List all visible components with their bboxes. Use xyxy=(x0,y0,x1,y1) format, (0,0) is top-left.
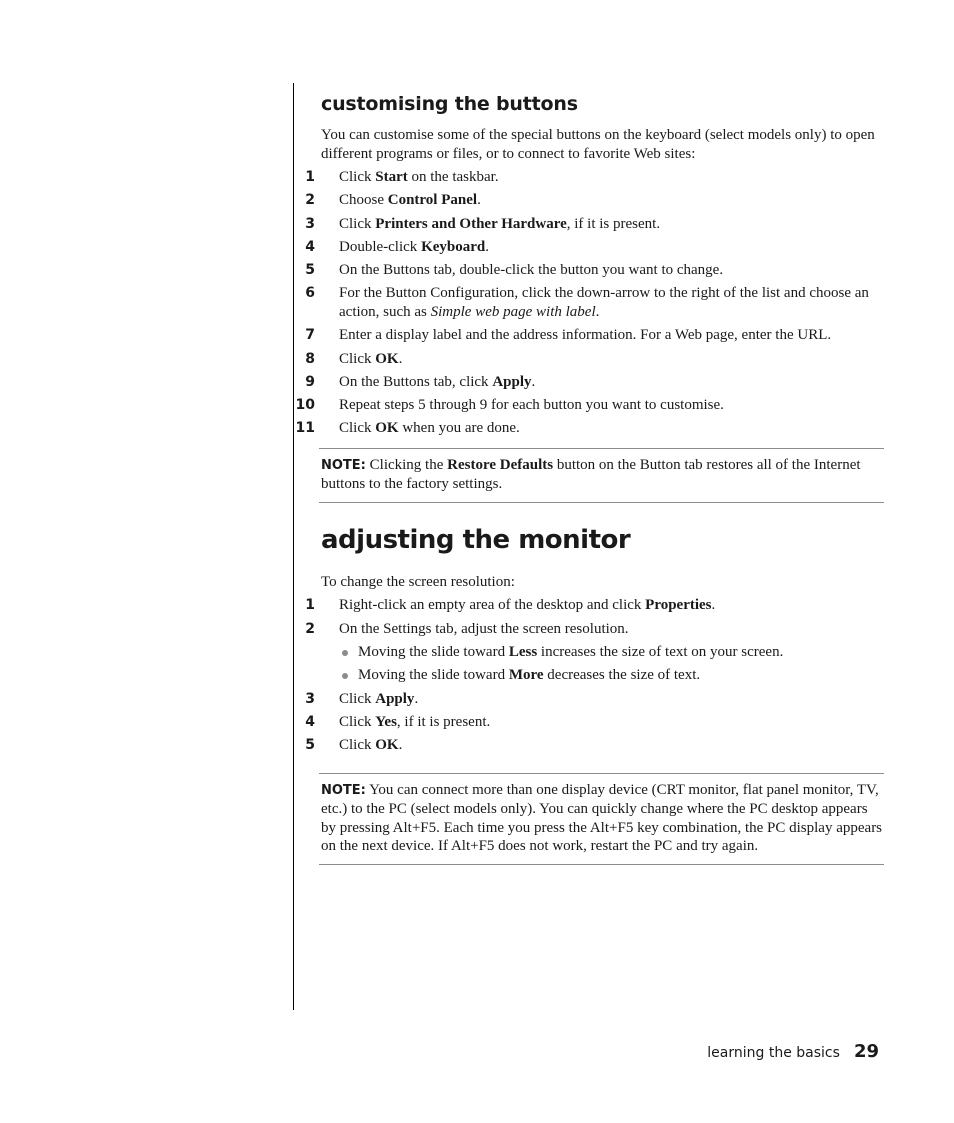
step-text xyxy=(321,168,881,187)
step-item xyxy=(305,373,881,392)
step-number: 8 xyxy=(305,350,315,367)
text-run: Click xyxy=(339,420,376,437)
step-item xyxy=(305,736,881,755)
footer-chapter-title: learning the basics xyxy=(707,1045,840,1061)
step-text xyxy=(321,284,881,321)
text-run: Choose xyxy=(339,192,388,209)
step-item xyxy=(305,261,881,280)
intro-paragraph-monitor: To change the screen resolution: xyxy=(321,573,515,590)
step-item xyxy=(305,713,881,732)
step-number: 1 xyxy=(305,169,315,185)
section-heading-buttons: customising the buttons xyxy=(321,93,578,115)
step-item xyxy=(305,238,881,257)
step-number: 11 xyxy=(295,420,315,437)
step-text xyxy=(321,350,881,369)
text-run: . xyxy=(531,373,536,390)
text-run: Moving the slide toward xyxy=(358,644,509,661)
text-run: Moving the slide toward xyxy=(358,667,509,684)
step-item xyxy=(295,419,881,438)
note-box-monitor xyxy=(319,773,884,865)
bold-term: Apply xyxy=(492,373,532,390)
text-run: , if it is present. xyxy=(566,215,661,232)
margin-rule xyxy=(293,83,294,1010)
bullet-dot-icon xyxy=(342,673,348,679)
page-content xyxy=(295,90,883,865)
page-footer xyxy=(707,1041,879,1062)
bold-term: Properties xyxy=(645,597,712,614)
text-run: Clicking the xyxy=(365,456,448,473)
step-number: 5 xyxy=(305,262,315,279)
bullet-list-monitor xyxy=(321,643,881,685)
intro-paragraph-buttons: You can customise some of the special buttons on the keyboard (select models only) to open different programs or files, or to connect to favorite Web sites: xyxy=(321,127,875,162)
step-text xyxy=(321,736,881,755)
bold-term: Start xyxy=(375,169,408,185)
step-text xyxy=(321,326,881,345)
bold-term: OK xyxy=(375,737,399,754)
bold-term: Keyboard xyxy=(421,238,486,255)
step-text xyxy=(321,419,881,438)
bullet-text xyxy=(358,644,783,660)
text-run: . xyxy=(485,238,489,255)
note-text xyxy=(321,782,882,855)
text-run: . xyxy=(711,597,716,614)
steps-list-monitor-a xyxy=(305,596,881,638)
text-run: Click xyxy=(339,737,376,754)
text-run: For the Button Configuration, click the down-arrow to the right of the list and choose an action, such as xyxy=(339,285,869,320)
step-item xyxy=(305,596,881,615)
step-text xyxy=(321,620,881,639)
bold-term: More xyxy=(508,667,544,684)
text-run: . xyxy=(477,192,481,209)
step-item xyxy=(295,396,881,415)
step-number: 3 xyxy=(305,690,315,707)
text-run: Repeat steps 5 through 9 for each button you want to customise. xyxy=(339,397,724,414)
step-item xyxy=(305,620,881,639)
step-text xyxy=(321,191,881,210)
bullet-text xyxy=(358,667,700,683)
step-text xyxy=(321,713,881,732)
step-number: 6 xyxy=(305,285,315,302)
bold-term: Less xyxy=(508,644,538,661)
text-run: Click xyxy=(339,215,376,232)
text-run: increases the size of text on your screen. xyxy=(537,644,784,661)
steps-list-monitor-b xyxy=(305,690,881,755)
text-run: , if it is present. xyxy=(396,713,491,730)
step-text xyxy=(321,238,881,257)
step-text xyxy=(321,261,881,280)
step-number: 3 xyxy=(305,215,315,232)
step-item xyxy=(305,326,881,345)
step-item xyxy=(305,690,881,709)
note-label: NOTE: xyxy=(321,457,366,473)
note-text xyxy=(321,457,861,493)
bold-term: OK xyxy=(375,350,399,367)
step-text xyxy=(321,396,881,415)
step-number: 7 xyxy=(305,327,315,344)
bold-term: Printers and Other Hardware xyxy=(375,215,567,232)
bullet-item xyxy=(321,666,881,685)
bold-term: OK xyxy=(375,420,399,437)
text-run: Right-click an empty area of the desktop and click xyxy=(339,597,646,614)
note-label: NOTE: xyxy=(321,782,366,798)
page-number: 29 xyxy=(853,1041,879,1062)
step-number: 4 xyxy=(305,238,315,255)
text-run: On the Buttons tab, double-click the button you want to change. xyxy=(339,262,724,279)
step-text xyxy=(321,215,881,234)
step-text xyxy=(321,373,881,392)
section-heading-monitor: adjusting the monitor xyxy=(321,524,631,555)
step-number: 4 xyxy=(305,713,315,730)
text-run: on the taskbar. xyxy=(407,169,499,185)
step-item xyxy=(305,350,881,369)
text-run: . xyxy=(398,737,403,754)
step-number: 10 xyxy=(295,397,315,414)
step-number: 2 xyxy=(305,192,315,209)
step-number: 1 xyxy=(305,597,315,614)
bold-term: Restore Defaults xyxy=(447,456,554,473)
bold-term: Yes xyxy=(375,713,397,730)
step-item xyxy=(305,168,881,187)
note-box-buttons xyxy=(319,448,884,503)
text-run: . xyxy=(414,690,419,707)
text-run: . xyxy=(398,350,403,367)
text-run: Click xyxy=(339,690,376,707)
text-run: Double-click xyxy=(339,238,422,255)
text-run: Enter a display label and the address information. For a Web page, enter the URL. xyxy=(339,327,832,344)
step-number: 2 xyxy=(305,620,315,637)
step-number: 9 xyxy=(305,373,315,390)
text-run: decreases the size of text. xyxy=(543,667,701,684)
text-run: Click xyxy=(339,350,376,367)
bold-term: Control Panel xyxy=(387,192,478,209)
italic-term: Simple web page with label xyxy=(430,303,596,320)
text-run: On the Settings tab, adjust the screen resolution. xyxy=(339,620,629,637)
step-text xyxy=(321,596,881,615)
text-run: when you are done. xyxy=(398,420,520,437)
step-item xyxy=(305,215,881,234)
text-run: Click xyxy=(339,169,376,185)
text-run: On the Buttons tab, click xyxy=(339,373,493,390)
text-run: . xyxy=(595,303,600,320)
text-run: Click xyxy=(339,713,376,730)
step-text xyxy=(321,690,881,709)
bullet-dot-icon xyxy=(342,650,348,656)
step-number: 5 xyxy=(305,737,315,754)
bullet-item xyxy=(321,643,881,662)
step-item xyxy=(305,284,881,321)
steps-list-buttons xyxy=(295,168,881,438)
bold-term: Apply xyxy=(375,690,415,707)
text-run: You can connect more than one display device (CRT monitor, flat panel monitor, TV, etc.) to the PC (select models only). You can quickly change where the PC desktop appears by pressing Alt+F5. Each time you press the Alt+F5 key combination, the PC display appears on the next device. If Alt+F5 does not work, restart the PC and try again. xyxy=(321,781,883,855)
step-item xyxy=(305,191,881,210)
text-run: button on the Button tab restores all of the Internet buttons to the factory settings. xyxy=(321,456,861,493)
